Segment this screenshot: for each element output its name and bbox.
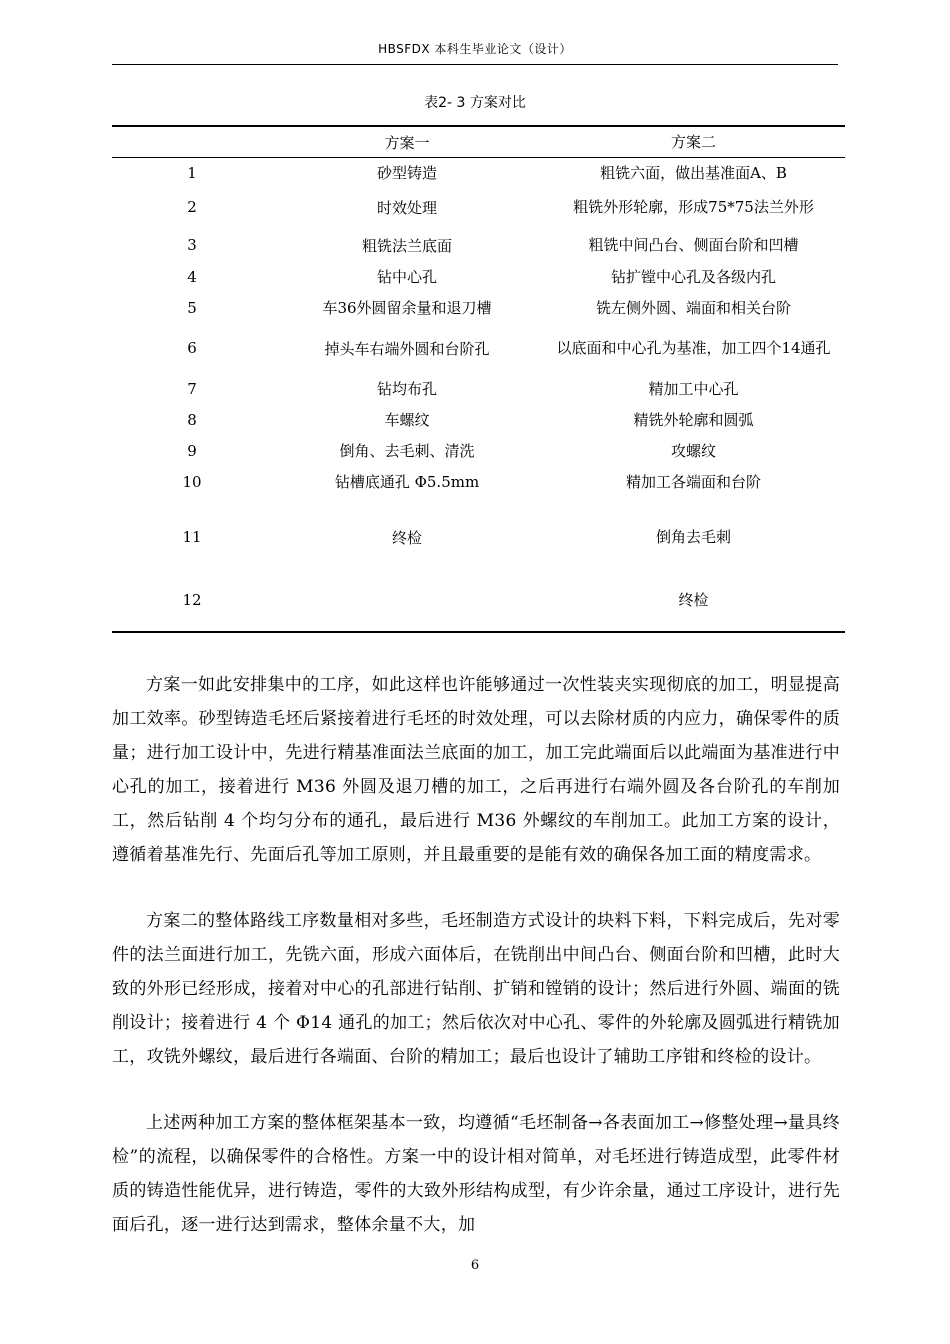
body-paragraph: 上述两种加工方案的整体框架基本一致，均遵循“毛坯制备→各表面加工→修整处理→量具终检”的流程，以确保零件的合格性。方案一中的设计相对简单，对毛坯进行铸造成型，此零件材质的铸造性能优异，进行铸造，零件的大致外形结构成型，有少许余量，通过工序设计，进行先面后孔，逐一进行达到需求，整体余量不大，加 [112,1113,840,1235]
plan-two-step: 终检 [678,591,709,609]
row-number: 9 [187,441,197,460]
table-bottom-rule [112,631,845,633]
row-number: 6 [187,339,197,357]
row-number: 12 [182,591,202,609]
table-row [112,435,845,466]
table-row [112,185,845,229]
plan-two-step: 粗铣六面，做出基准面A、B [600,163,787,182]
plan-one-step: 砂型铸造 [376,164,437,182]
plan-one-step: 时效处理 [376,198,437,217]
table-row [112,261,845,292]
row-number: 5 [187,298,197,317]
plan-one-step: 粗铣法兰底面 [361,236,452,255]
table-row [112,466,845,497]
column-header-plan-one: 方案一 [384,133,430,152]
plan-two-step: 以底面和中心孔为基准，加工四个14通孔 [556,339,831,357]
table-row [112,373,845,404]
plan-one-step: 倒角、去毛刺、清洗 [339,442,475,460]
plan-one-step: 掉头车右端外圆和台阶孔 [324,339,490,358]
plan-two-step: 精铣外轮廓和圆弧 [633,410,754,429]
table-header-rule [112,157,845,158]
plan-one-step: 车螺纹 [384,411,430,429]
column-header-plan-two: 方案二 [670,133,716,151]
row-number: 3 [187,236,197,254]
page-number: 6 [470,1258,480,1273]
plan-one-step: 终检 [391,528,422,547]
row-number: 11 [182,528,202,546]
row-number: 7 [187,379,197,398]
row-number: 1 [187,163,197,182]
row-number: 8 [187,410,197,429]
plan-two-step: 精加工各端面和台阶 [625,472,761,491]
plan-two-step: 铣左侧外圆、端面和相关台阶 [595,298,791,317]
table-header-row [112,127,845,157]
plan-one-step: 钻槽底通孔 Φ5.5mm [334,473,480,491]
plan-two-step: 粗铣外形轮廓，形成75*75法兰外形 [573,198,814,216]
table-caption: 表2- 3 方案对比 [424,95,526,111]
plan-one-step: 钻中心孔 [376,268,437,286]
table-row [112,160,845,185]
plan-two-step: 精加工中心孔 [648,379,739,398]
table-row [112,323,845,373]
row-number: 2 [187,198,197,216]
plan-one-step: 车36外圆留余量和退刀槽 [322,299,492,317]
table-row [112,577,845,623]
running-header: HBSFDX 本科生毕业论文（设计） [112,38,838,65]
body-paragraph: 方案二的整体路线工序数量相对多些，毛坯制造方式设计的块料下料，下料完成后，先对零件的法兰面进行加工，先铣六面，形成六面体后，在铣削出中间凸台、侧面台阶和凹槽，此时大致的外形已经形成，接着对中心的孔部进行钻削、扩销和镗销的设计；然后进行外圆、端面的铣削设计；接着进行 4 个 Φ14 通孔的加工；然后依次对中心孔、零件的外轮廓及圆弧进行精铣加工，攻铣外螺纹，最后进行各端面、台阶的精加工；最后也设计了辅助工序钳和终检的设计。 [112,911,840,1067]
plan-one-step: 钻均布孔 [376,380,437,398]
plan-two-step: 粗铣中间凸台、侧面台阶和凹槽 [588,236,799,254]
comparison-table [112,125,845,633]
plan-two-step: 钻扩镗中心孔及各级内孔 [610,267,776,286]
row-number: 10 [182,472,202,491]
table-row [112,292,845,323]
plan-two-step: 倒角去毛刺 [655,528,731,546]
plan-two-step: 攻螺纹 [670,441,716,460]
table-row [112,404,845,435]
body-paragraph: 方案一如此安排集中的工序，如此这样也许能够通过一次性装夹实现彻底的加工，明显提高加工效率。砂型铸造毛坯后紧接着进行毛坯的时效处理，可以去除材质的内应力，确保零件的质量；进行加工设计中，先进行精基准面法兰底面的加工，加工完此端面后以此端面为基准进行中心孔的加工，接着进行 M36 外圆及退刀槽的加工，之后再进行右端外圆及各台阶孔的车削加工，然后钻削 4 个均匀分布的通孔，最后进行 M36 外螺纹的车削加工。此加工方案的设计，遵循着基准先行、先面后孔等加工原则，并且最重要的是能有效的确保各加工面的精度需求。 [112,675,840,865]
row-number: 4 [187,267,197,286]
table-row [112,229,845,261]
table-row [112,497,845,577]
